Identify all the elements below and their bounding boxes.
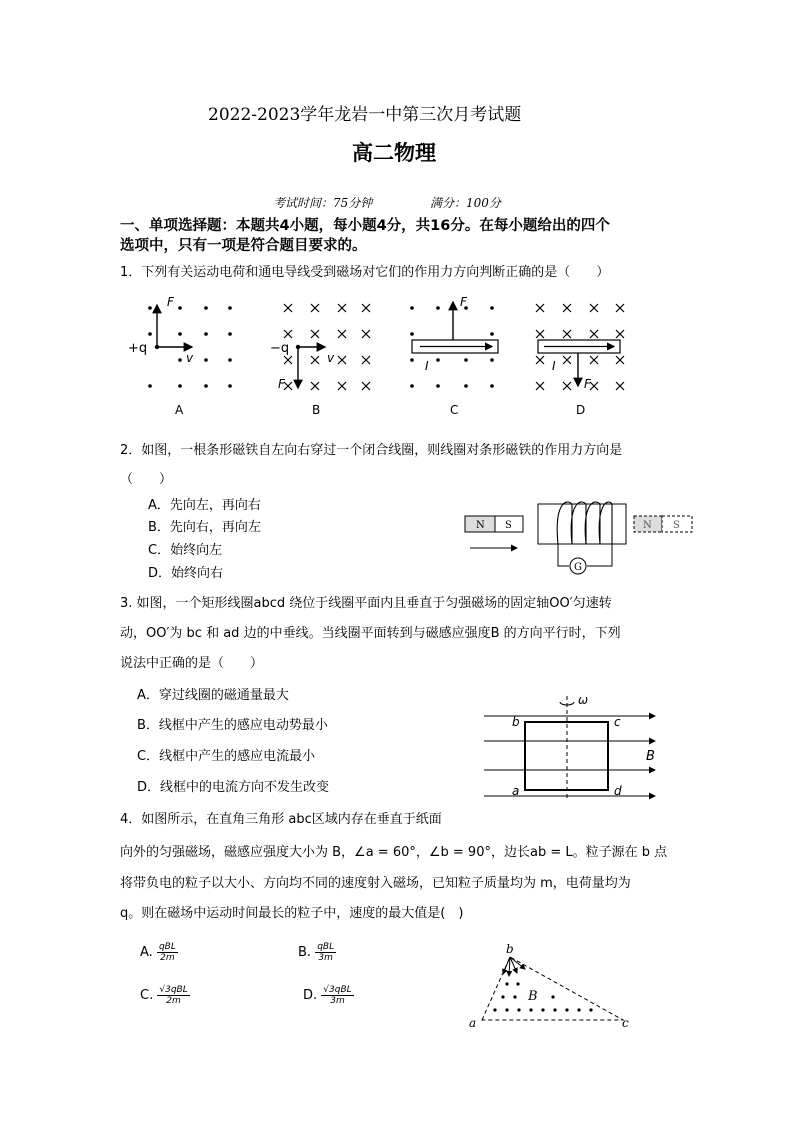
field-dot [490, 384, 494, 388]
q3-figure [480, 690, 665, 802]
section-heading-line1: 一、单项选择题：本题共4小题，每小题4分，共16分。在每小题给出的四个 [120, 218, 610, 234]
q3-option-d: D．线框中的电流方向不发生改变 [137, 780, 330, 795]
field-cross [362, 304, 370, 312]
field-dot [490, 332, 494, 336]
field-dot [464, 358, 468, 362]
q2-stem-line1: 2．如图，一根条形磁铁自左向右穿过一个闭合线圈，则线圈对条形磁铁的作用力方向是 [120, 443, 623, 458]
label-omega: ω [578, 693, 589, 707]
field-cross [284, 304, 292, 312]
field-cross [362, 330, 370, 338]
field-dot [178, 332, 182, 336]
field-cross [590, 304, 598, 312]
q4-figure [465, 940, 645, 1032]
label-F-d: F [584, 377, 591, 391]
q4-option-a: A. $\frac{\text{qBL}}{2m}$ [140, 942, 176, 963]
field-dot [410, 384, 414, 388]
field-dot [541, 1008, 544, 1011]
field-dot [148, 306, 152, 310]
panel-label-a: A [175, 403, 184, 417]
label-b: b [512, 715, 520, 729]
q3-option-b: B．线框中产生的感应电动势最小 [137, 718, 328, 733]
field-cross [338, 382, 346, 390]
q3-stem-line3: 说法中正确的是（ ） [120, 656, 264, 671]
exam-time: 考试时间：75分钟 [273, 196, 373, 210]
q4-option-c: C. $\frac{\text{√3qBL}}{2m}$ [140, 985, 188, 1006]
field-cross [338, 356, 346, 364]
field-dot [204, 358, 208, 362]
q2-figure [462, 494, 697, 582]
label-B: B [646, 749, 655, 764]
field-cross [311, 304, 319, 312]
field-dot [410, 306, 414, 310]
label-F: F [167, 295, 174, 309]
q4-option-d: D. $\frac{\text{√3qBL}}{3m}$ [303, 985, 352, 1006]
field-cross [616, 356, 624, 364]
field-cross [362, 356, 370, 364]
q2-option-c: C．始终向左 [148, 543, 223, 558]
label-a: a [512, 784, 520, 798]
field-dot [410, 358, 414, 362]
label-minus-q: −q [270, 341, 290, 356]
panel-label-c: C [450, 403, 459, 417]
q1-stem: 1．下列有关运动电荷和通电导线受到磁场对它们的作用力方向判断正确的是（ ） [120, 265, 610, 280]
field-dot [577, 1008, 580, 1011]
q2-option-d: D．始终向右 [148, 566, 224, 581]
field-cross [563, 330, 571, 338]
field-cross [362, 382, 370, 390]
field-cross [284, 382, 292, 390]
label-plus-q: +q [128, 341, 148, 356]
field-cross [563, 382, 571, 390]
field-dot [204, 332, 208, 336]
field-cross [563, 304, 571, 312]
field-cross [536, 330, 544, 338]
q2-option-b: B．先向右，再向左 [148, 520, 261, 535]
field-dot [178, 306, 182, 310]
field-dot [490, 358, 494, 362]
field-dot [516, 982, 519, 985]
label-d: d [614, 784, 622, 798]
label-c: c [614, 715, 621, 729]
magnet-n-dashed: N [643, 520, 652, 531]
field-dot [228, 384, 232, 388]
field-cross [284, 356, 292, 364]
field-dot [148, 332, 152, 336]
q4-stem-line3: 将带负电的粒子以大小、方向均不同的速度射入磁场，已知粒子质量均为 m，电荷量均为 [120, 876, 631, 891]
q4-stem-line1: 4．如图所示，在直角三角形 abc区域内存在垂直于纸面 [120, 812, 442, 827]
field-dot [505, 982, 508, 985]
magnet-s: S [505, 520, 512, 531]
field-dot [464, 384, 468, 388]
magnet-s-dashed: S [673, 520, 680, 531]
field-dot [589, 1008, 592, 1011]
field-dot [228, 332, 232, 336]
q4-option-b: B. $\frac{\text{qBL}}{3m}$ [298, 942, 335, 963]
label-v: v [186, 351, 194, 365]
field-cross [284, 330, 292, 338]
full-score: 满分：100分 [430, 196, 501, 210]
field-dot [529, 1008, 532, 1011]
field-dot [178, 358, 182, 362]
q1-figure [120, 290, 640, 425]
q2-stem-line2: （ ） [120, 472, 173, 487]
label-a: a [469, 1016, 477, 1030]
field-dot [551, 995, 554, 998]
field-cross [536, 304, 544, 312]
field-dot [204, 306, 208, 310]
q3-stem-line2: 动，OO′为 bc 和 ad 边的中垂线。当线圈平面转到与磁感应强度B 的方向平行时，下列 [120, 626, 621, 641]
field-cross [311, 330, 319, 338]
field-dot [553, 1008, 556, 1011]
field-cross [616, 330, 624, 338]
field-dot [410, 332, 414, 336]
label-I-c: I [425, 359, 429, 373]
field-dot [178, 384, 182, 388]
label-v-b: v [327, 351, 335, 365]
field-cross [616, 304, 624, 312]
galvanometer: G [574, 562, 582, 573]
label-B: B [528, 989, 538, 1004]
label-F-c: F [460, 295, 467, 309]
label-c: c [622, 1016, 629, 1030]
field-cross [590, 356, 598, 364]
field-cross [590, 382, 598, 390]
field-dot [228, 358, 232, 362]
field-cross [338, 304, 346, 312]
field-dot [565, 1008, 568, 1011]
field-dot [436, 384, 440, 388]
subject-title: 高二物理 [352, 140, 436, 165]
field-cross [311, 382, 319, 390]
field-cross [616, 382, 624, 390]
field-dot [204, 384, 208, 388]
field-dot [436, 358, 440, 362]
field-cross [563, 356, 571, 364]
field-dot [490, 306, 494, 310]
field-cross [311, 356, 319, 364]
q4-stem-line4: q。则在磁场中运动时间最长的粒子中，速度的最大值是( ) [120, 906, 464, 921]
field-dot [517, 1008, 520, 1011]
q3-option-c: C．线框中产生的感应电流最小 [137, 749, 316, 764]
q3-stem-line1: 3. 如图，一个矩形线圈abcd 绕位于线圈平面内且垂直于匀强磁场的固定轴OO′匀速转 [120, 596, 612, 611]
field-cross [536, 382, 544, 390]
field-dot [501, 995, 504, 998]
field-cross [338, 330, 346, 338]
field-dot [505, 1008, 508, 1011]
panel-label-b: B [312, 403, 321, 417]
field-dot [436, 306, 440, 310]
field-dot [228, 306, 232, 310]
label-F-b: F [278, 377, 285, 391]
label-b: b [506, 942, 514, 956]
q4-stem-line2: 向外的匀强磁场，磁感应强度大小为 B，∠a = 60°，∠b = 90°，边长ab = L。粒子源在 b 点 [120, 845, 668, 860]
q2-option-a: A．先向左，再向右 [148, 498, 261, 513]
exam-title: 2022-2023学年龙岩一中第三次月考试题 [208, 105, 522, 125]
field-dot [148, 384, 152, 388]
q3-option-a: A．穿过线圈的磁通量最大 [137, 688, 289, 703]
field-dot [493, 1008, 496, 1011]
label-I-d: I [552, 359, 556, 373]
field-cross [536, 356, 544, 364]
magnet-n: N [476, 520, 485, 531]
panel-label-d: D [576, 403, 586, 417]
field-cross [590, 330, 598, 338]
field-dot [513, 995, 516, 998]
section-heading-line2: 选项中，只有一项是符合题目要求的。 [120, 238, 367, 254]
